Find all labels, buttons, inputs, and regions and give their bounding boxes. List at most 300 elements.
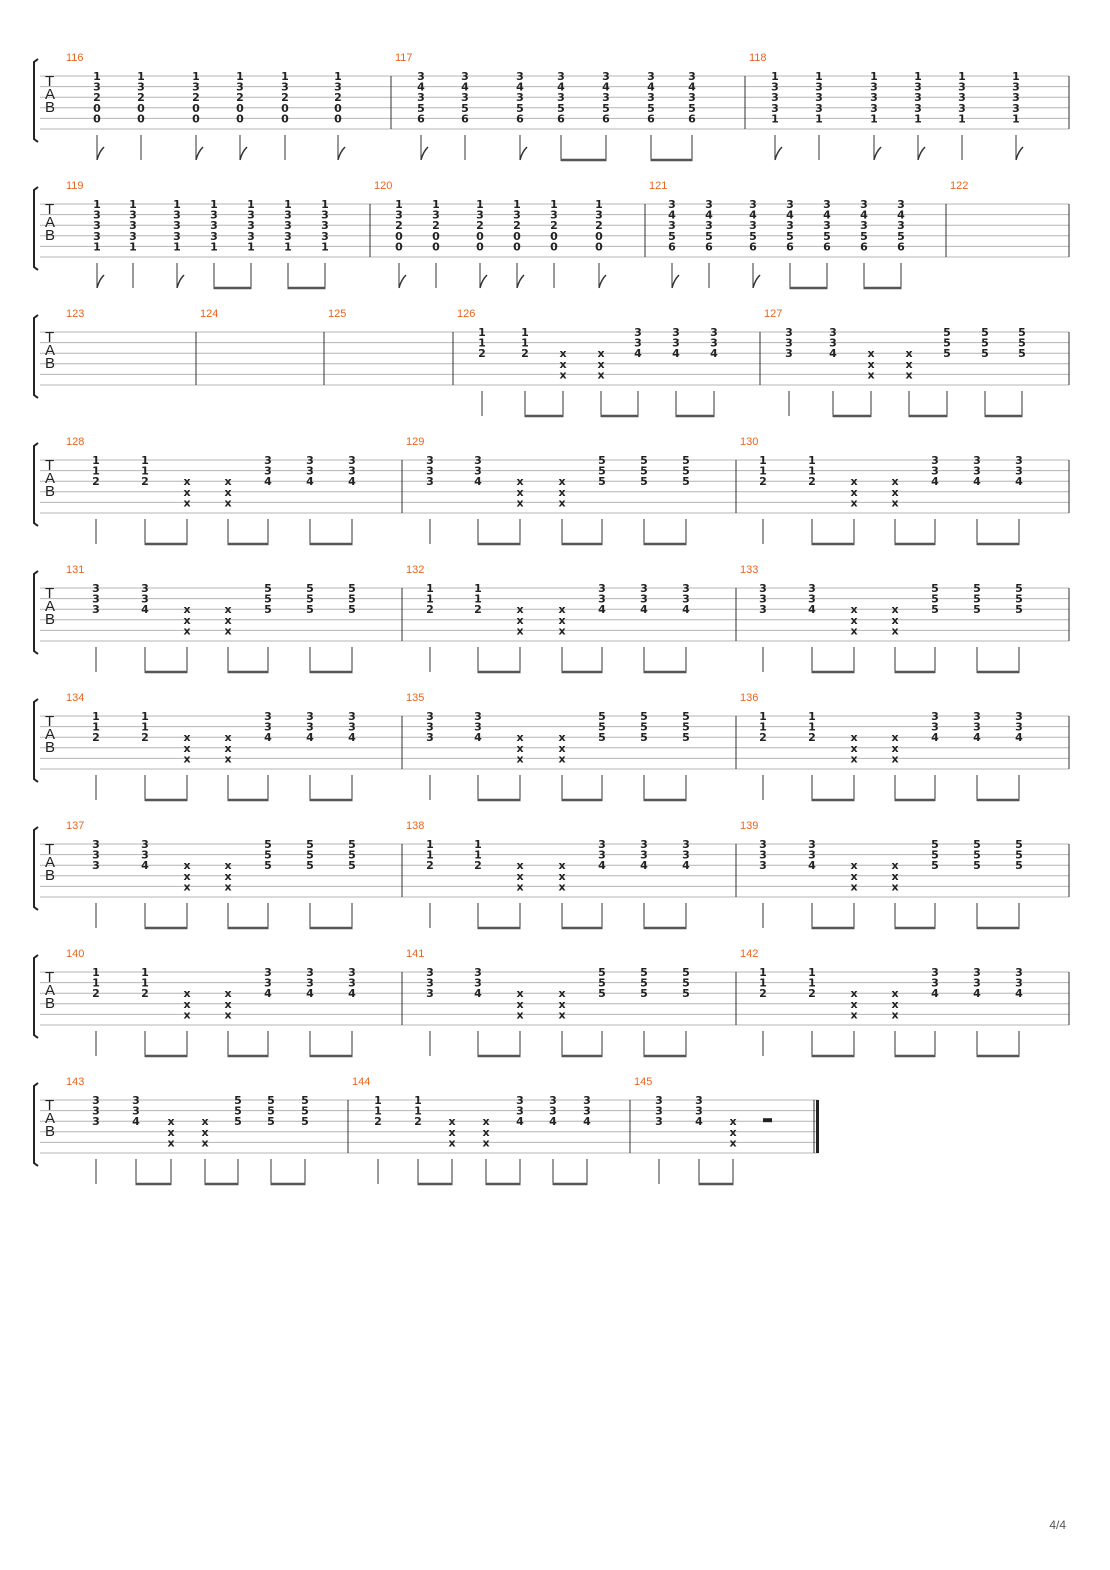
dead-note-mark: x [850,880,858,894]
fret-number: 4 [640,859,648,873]
fret-number: 6 [823,240,831,254]
chord [558,859,565,928]
chord [682,454,690,544]
chord [264,966,272,1056]
dead-note-mark: x [183,741,191,755]
chord [808,582,816,672]
fret-number: 5 [264,603,272,617]
measure-number: 129 [406,436,425,448]
chord [516,603,523,672]
fret-number: 4 [598,603,606,617]
final-barline-thick [816,1100,819,1153]
dead-note-mark: x [850,997,858,1011]
dead-note-mark: x [850,869,858,883]
fret-number: 1 [210,198,218,211]
dead-note-mark: x [482,1136,490,1150]
chord [973,966,981,1056]
fret-number: 6 [786,240,794,254]
fret-number: 1 [771,112,779,126]
measure-number: 141 [406,948,425,960]
chord [850,859,857,928]
fret-number: 1 [808,464,816,478]
chord [426,454,434,544]
fret-number: 5 [234,1094,242,1107]
chord [598,582,606,672]
dead-note-mark: x [183,475,191,489]
fret-number: 5 [598,710,606,723]
fret-number: 5 [1015,592,1023,606]
fret-number: 5 [306,859,314,873]
fret-number: 3 [815,91,823,105]
tab-clef-letter: A [45,214,56,231]
measure-number: 126 [457,308,476,320]
fret-number: 6 [557,112,565,126]
measure [352,1076,591,1184]
fret-number: 1 [521,326,529,339]
fret-number: 1 [281,70,289,83]
fret-number: 1 [426,838,434,851]
fret-number: 3 [808,838,816,851]
chord [284,198,292,288]
dead-note-mark: x [183,997,191,1011]
fret-number: 3 [655,1094,663,1107]
fret-number: 4 [931,731,939,745]
fret-number: 5 [973,603,981,617]
dead-note-mark: x [558,485,566,499]
fret-number: 1 [141,720,149,734]
fret-number: 4 [348,987,356,1001]
dead-note-mark: x [867,368,875,382]
fret-number: 4 [598,859,606,873]
fret-number: 3 [705,219,713,233]
fret-number: 2 [137,91,145,105]
fret-number: 4 [668,208,676,222]
fret-number: 1 [173,240,181,254]
chord [210,198,218,288]
chord [264,582,272,672]
eighth-flag [1016,147,1023,160]
fret-number: 2 [513,219,521,233]
chord [695,1094,703,1184]
fret-number: 0 [281,112,289,126]
dead-note-mark: x [224,485,232,499]
fret-number: 3 [634,336,642,350]
fret-number: 6 [647,112,655,126]
fret-number: 3 [426,454,434,467]
fret-number: 3 [284,229,292,243]
chord [867,347,874,416]
fret-number: 3 [306,710,314,723]
fret-number: 3 [236,80,244,94]
tab-system [34,564,1069,672]
dead-note-mark: x [891,603,899,617]
fret-number: 5 [264,838,272,851]
chord [682,710,690,800]
fret-number: 4 [634,347,642,361]
fret-number: 3 [640,848,648,862]
fret-number: 5 [682,720,690,734]
fret-number: 3 [321,219,329,233]
chord [426,582,434,672]
tab-clef-letter: A [45,726,56,743]
chord [785,326,793,416]
fret-number: 1 [426,848,434,862]
fret-number: 3 [640,582,648,595]
fret-number: 2 [281,91,289,105]
fret-number: 3 [634,326,642,339]
fret-number: 4 [474,987,482,1001]
fret-number: 1 [92,464,100,478]
fret-number: 5 [234,1115,242,1129]
dead-note-mark: x [183,496,191,510]
fret-number: 5 [682,475,690,489]
fret-number: 3 [141,592,149,606]
chord [850,475,857,544]
fret-number: 3 [771,91,779,105]
chord [549,1094,557,1184]
fret-number: 4 [474,731,482,745]
measure-number: 128 [66,436,85,448]
dead-note-mark: x [559,368,567,382]
fret-number: 4 [132,1115,140,1129]
dead-note-mark: x [891,624,899,638]
fret-number: 3 [141,848,149,862]
fret-number: 3 [931,464,939,478]
fret-number: 5 [1015,848,1023,862]
tab-clef-letter: T [45,713,55,730]
measure [457,308,718,416]
fret-number: 3 [461,70,469,83]
fret-number: 1 [426,592,434,606]
fret-number: 0 [395,240,403,254]
tab-clef-letter: T [45,841,55,858]
eighth-flag [517,275,524,288]
dead-note-mark: x [224,869,232,883]
chord [461,70,469,160]
fret-number: 4 [647,80,655,94]
dead-note-mark: x [183,603,191,617]
dead-note-mark: x [558,987,566,1001]
fret-number: 3 [655,1115,663,1129]
dead-note-mark: x [891,741,899,755]
dead-note-mark: x [850,859,858,873]
fret-number: 3 [931,710,939,723]
dead-note-mark: x [850,752,858,766]
fret-number: 3 [785,326,793,339]
dead-note-mark: x [559,357,567,371]
fret-number: 4 [516,1115,524,1129]
measure [66,564,356,672]
fret-number: 5 [973,838,981,851]
fret-number: 4 [973,731,981,745]
fret-number: 3 [705,198,713,211]
fret-number: 3 [808,848,816,862]
fret-number: 5 [682,710,690,723]
fret-number: 1 [478,336,486,350]
chord [306,710,314,800]
fret-number: 1 [513,198,521,211]
tab-clef-letter: B [45,867,56,884]
fret-number: 2 [92,475,100,489]
fret-number: 0 [395,229,403,243]
fret-number: 4 [931,475,939,489]
measure-number: 138 [406,820,425,832]
fret-number: 1 [192,70,200,83]
fret-number: 4 [602,80,610,94]
chord [808,838,816,928]
fret-number: 3 [516,1104,524,1118]
fret-number: 3 [710,326,718,339]
fret-number: 3 [914,101,922,115]
dead-note-mark: x [559,347,567,361]
dead-note-mark: x [850,741,858,755]
fret-number: 5 [301,1094,309,1107]
fret-number: 3 [759,582,767,595]
fret-number: 3 [92,582,100,595]
fret-number: 2 [92,731,100,745]
fret-number: 1 [141,710,149,723]
fret-number: 1 [815,112,823,126]
chord [729,1115,736,1184]
fret-number: 6 [860,240,868,254]
chord [264,710,272,800]
fret-number: 2 [334,91,342,105]
chord [583,1094,591,1184]
fret-number: 1 [334,70,342,83]
chord [281,70,289,160]
fret-number: 1 [93,240,101,254]
fret-number: 3 [688,91,696,105]
chord [321,198,329,288]
fret-number: 3 [141,582,149,595]
chord [141,454,149,544]
fret-number: 0 [93,101,101,115]
measure [66,948,356,1056]
chord [891,603,898,672]
fret-number: 3 [426,966,434,979]
measure [66,308,84,320]
fret-number: 3 [672,336,680,350]
fret-number: 4 [141,603,149,617]
fret-number: 1 [93,198,101,211]
fret-number: 3 [173,229,181,243]
chord [141,710,149,800]
fret-number: 2 [426,859,434,873]
fret-number: 3 [516,91,524,105]
chord [595,198,606,288]
dead-note-mark: x [516,997,524,1011]
chord [981,326,989,416]
fret-number: 5 [264,848,272,862]
dead-note-mark: x [516,731,524,745]
chord [598,454,606,544]
fret-number: 3 [92,1115,100,1129]
fret-number: 3 [647,70,655,83]
fret-number: 0 [236,101,244,115]
measure-number: 130 [740,436,759,448]
fret-number: 4 [583,1115,591,1129]
chord [682,838,690,928]
fret-number: 3 [808,592,816,606]
fret-number: 3 [958,91,966,105]
tab-clef-letter: A [45,342,56,359]
chord [905,347,912,416]
fret-number: 5 [602,101,610,115]
fret-number: 1 [236,70,244,83]
fret-number: 5 [1015,859,1023,873]
eighth-flag [177,275,184,288]
chord [516,859,523,928]
chord [448,1115,455,1184]
chord [301,1094,309,1184]
fret-number: 1 [808,966,816,979]
fret-number: 3 [516,1094,524,1107]
chord [348,454,356,544]
fret-number: 3 [549,1094,557,1107]
fret-number: 4 [1015,731,1023,745]
dead-note-mark: x [516,485,524,499]
fret-number: 1 [914,112,922,126]
chord [558,475,565,544]
dead-note-mark: x [891,485,899,499]
dead-note-mark: x [224,475,232,489]
fret-number: 2 [808,731,816,745]
fret-number: 4 [557,80,565,94]
fret-number: 1 [478,326,486,339]
measure-number: 145 [634,1076,653,1088]
chord [183,731,190,800]
fret-number: 5 [897,229,905,243]
dead-note-mark: x [558,859,566,873]
fret-number: 5 [823,229,831,243]
dead-note-mark: x [516,741,524,755]
chord [1015,582,1023,672]
chord [640,966,648,1056]
measure [764,308,1026,416]
fret-number: 3 [771,80,779,94]
fret-number: 3 [192,80,200,94]
fret-number: 4 [682,859,690,873]
fret-number: 4 [808,859,816,873]
fret-number: 2 [521,347,529,361]
chord [92,710,100,800]
page-number: 4/4 [1049,1518,1066,1532]
chord [516,70,527,160]
fret-number: 3 [688,70,696,83]
fret-number: 5 [931,848,939,862]
fret-number: 3 [348,710,356,723]
fret-number: 3 [749,198,757,211]
tab-clef-letter: T [45,585,55,602]
chord [474,454,482,544]
chord [93,70,104,160]
fret-number: 3 [914,91,922,105]
chord [224,731,231,800]
dead-note-mark: x [891,859,899,873]
fret-number: 3 [334,80,342,94]
dead-note-mark: x [891,613,899,627]
chord [598,838,606,928]
fret-number: 3 [557,91,565,105]
fret-number: 0 [513,229,521,243]
fret-number: 3 [860,219,868,233]
chord [141,966,149,1056]
chord [682,582,690,672]
fret-number: 1 [474,848,482,862]
fret-number: 3 [426,710,434,723]
chord [141,838,149,928]
fret-number: 5 [348,848,356,862]
fret-number: 3 [1015,720,1023,734]
measure-number: 142 [740,948,759,960]
chord [688,70,696,160]
tab-clef-letter: A [45,854,56,871]
chord [264,454,272,544]
chord [224,859,231,928]
fret-number: 2 [474,859,482,873]
tab-clef-letter: B [45,355,56,372]
chord [602,70,610,160]
dead-note-mark: x [558,731,566,745]
fret-number: 6 [897,240,905,254]
chord [943,326,951,416]
fret-number: 3 [141,838,149,851]
fret-number: 3 [602,91,610,105]
fret-number: 1 [808,710,816,723]
dead-note-mark: x [729,1125,737,1139]
fret-number: 3 [598,582,606,595]
chord [516,987,523,1056]
measure [634,1076,772,1184]
system-bracket [34,699,38,782]
fret-number: 3 [759,859,767,873]
dead-note-mark: x [516,752,524,766]
measure [406,948,690,1056]
fret-number: 3 [682,838,690,851]
dead-note-mark: x [891,880,899,894]
dead-note-mark: x [516,869,524,883]
fret-number: 3 [1015,464,1023,478]
measure [200,308,218,320]
fret-number: 3 [129,208,137,222]
chord [92,582,100,672]
measure-number: 121 [649,180,668,192]
measure-number: 132 [406,564,425,576]
dead-note-mark: x [224,859,232,873]
chord [634,326,642,416]
dead-note-mark: x [850,496,858,510]
fret-number: 1 [247,198,255,211]
dead-note-mark: x [891,869,899,883]
fret-number: 3 [598,838,606,851]
tab-clef-letter: T [45,201,55,218]
chord [478,326,486,416]
chord [598,966,606,1056]
chord [476,198,487,288]
tab-clef-letter: T [45,329,55,346]
fret-number: 3 [284,219,292,233]
fret-number: 5 [981,326,989,339]
chord [516,1094,524,1184]
fret-number: 5 [306,603,314,617]
tab-clef-letter: T [45,1097,55,1114]
fret-number: 1 [521,336,529,350]
fret-number: 5 [264,592,272,606]
chord [759,454,767,544]
fret-number: 3 [264,710,272,723]
fret-number: 6 [602,112,610,126]
fret-number: 1 [141,966,149,979]
